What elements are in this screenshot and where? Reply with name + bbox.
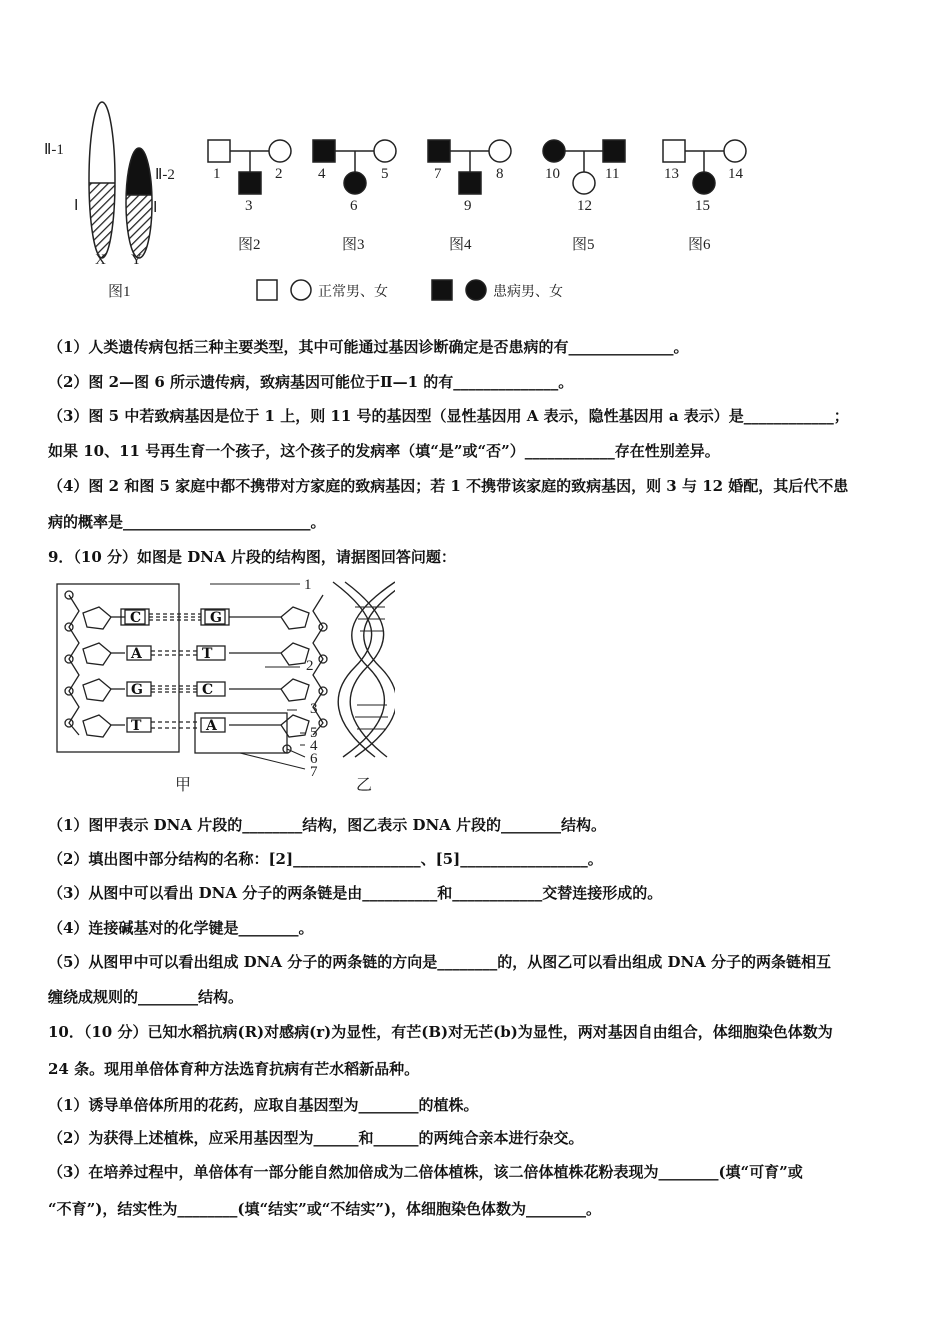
dna-caption-jia: 甲 <box>175 777 192 794</box>
parent-10-affected-female <box>543 140 565 162</box>
figure-2-caption: 图2 <box>238 237 261 253</box>
q10-header-cont: 24 条。现用单倍体育种方法选育抗病有芒水稻新品种。 <box>48 1060 420 1078</box>
pedigree-num-15: 15 <box>695 198 710 214</box>
chromosome-diagram <box>60 95 190 285</box>
q9-header: 9．（10 分）如图是 DNA 片段的结构图，请据图回答问题： <box>48 548 456 566</box>
legend-affected-label: 患病男、女 <box>493 284 563 300</box>
pedigree-num-4: 4 <box>318 166 326 182</box>
pedigree-num-6: 6 <box>350 198 358 214</box>
y-letter: Y <box>131 252 142 268</box>
q10-part2: （2）为获得上述植株，应采用基因型为______和______的两纯合亲本进行杂交。 <box>48 1129 584 1147</box>
q9-part4: （4）连接碱基对的化学键是________。 <box>48 919 314 937</box>
q10-part3: （3）在培养过程中，单倍体有一部分能自然加倍成为二倍体植株，该二倍体植株花粉表现为________(填“可育”或 <box>48 1163 803 1181</box>
dna-structure-diagram <box>55 577 395 787</box>
x-letter: X <box>95 252 106 268</box>
father-4-affected-male <box>313 140 335 162</box>
legend-normal-symbols <box>255 277 315 303</box>
pedigree-num-11: 11 <box>605 166 620 182</box>
mother-8-normal-female <box>489 140 511 162</box>
q8-part4: （4）图 2 和图 5 家庭中都不携带对方家庭的致病基因；若 1 不携带该家庭的致病基因，则 3 与 12 婚配，其后代不患 <box>48 477 849 495</box>
q9-part2: （2）填出图中部分结构的名称：[2]_________________、[5]_________________。 <box>48 850 603 868</box>
q8-part1: （1）人类遗传病包括三种主要类型，其中可能通过基因诊断确定是否患病的有______________。 <box>48 338 689 356</box>
base-right-3: C <box>202 682 214 698</box>
q9-part5: （5）从图甲中可以看出组成 DNA 分子的两条链的方向是________的，从图乙可以看出组成 DNA 分子的两条链相互 <box>48 953 832 971</box>
q9-part5-cont: 缠绕成规则的________结构。 <box>48 988 244 1006</box>
legend-normal-label: 正常男、女 <box>318 284 388 300</box>
q9-part1: （1）图甲表示 DNA 片段的________结构，图乙表示 DNA 片段的________结构。 <box>48 816 607 834</box>
pedigree-num-3: 3 <box>245 198 253 214</box>
figure-1-caption: 图1 <box>108 284 131 300</box>
x-top-region-label: Ⅱ-1 <box>44 142 64 158</box>
dna-double-helix <box>333 582 395 757</box>
parent-11-affected-male <box>603 140 625 162</box>
figure-5-caption: 图5 <box>572 237 595 253</box>
child-9-affected-male <box>459 172 481 194</box>
y-top-region-label: Ⅱ-2 <box>155 167 175 183</box>
q8-part2: （2）图 2—图 6 所示遗传病，致病基因可能位于Ⅱ—1 的有______________。 <box>48 373 574 391</box>
base-left-2: A <box>131 646 142 662</box>
dna-label-2: 2 <box>306 658 314 674</box>
base-right-4: A <box>206 718 217 734</box>
pedigree-num-2: 2 <box>275 166 283 182</box>
father-7-affected-male <box>428 140 450 162</box>
pedigree-num-5: 5 <box>381 166 389 182</box>
figure-4-caption: 图4 <box>449 237 472 253</box>
pedigree-num-13: 13 <box>664 166 679 182</box>
dna-label-5: 5 <box>310 725 318 741</box>
child-6-affected-female <box>344 172 366 194</box>
dna-caption-yi: 乙 <box>356 777 373 794</box>
figure-3-caption: 图3 <box>342 237 365 253</box>
child-12-normal-female <box>573 172 595 194</box>
q10-part1: （1）诱导单倍体所用的花药，应取自基因型为________的植株。 <box>48 1096 479 1114</box>
x-chromosome <box>85 95 125 273</box>
pedigree-num-9: 9 <box>464 198 472 214</box>
base-left-1: C <box>130 610 142 626</box>
father-1-normal-male <box>208 140 230 162</box>
dna-label-7: 7 <box>310 764 318 780</box>
base-left-4: T <box>131 718 142 734</box>
dna-label-1: 1 <box>304 577 312 593</box>
pedigree-num-12: 12 <box>577 198 592 214</box>
q8-part3: （3）图 5 中若致病基因是位于 1 上，则 11 号的基因型（显性基因用 A 表示，隐性基因用 a 表示）是____________； <box>48 407 849 425</box>
legend-affected-symbols <box>430 277 490 303</box>
pedigree-num-7: 7 <box>434 166 442 182</box>
y-side-region-label: Ⅰ <box>153 200 158 216</box>
q10-part3-cont: “不育”)，结实性为________(填“结实”或“不结实”)，体细胞染色体数为________。 <box>48 1200 602 1218</box>
child-15-affected-female <box>693 172 715 194</box>
q9-part3: （3）从图中可以看出 DNA 分子的两条链是由__________和____________交替连接形成的。 <box>48 884 663 902</box>
dna-label-6: 6 <box>310 751 318 767</box>
dna-label-4: 4 <box>310 738 318 754</box>
mother-2-normal-female <box>269 140 291 162</box>
base-right-2: T <box>202 646 213 662</box>
dna-plane-structure <box>57 584 327 753</box>
dna-label-3: 3 <box>310 701 318 717</box>
child-3-affected-male <box>239 172 261 194</box>
figure-6-caption: 图6 <box>688 237 711 253</box>
pedigree-num-8: 8 <box>496 166 504 182</box>
mother-14-normal-female <box>724 140 746 162</box>
q8-part3-cont: 如果 10、11 号再生育一个孩子，这个孩子的发病率（填“是”或“否”）____________存在性别差异。 <box>48 442 720 460</box>
pedigree-num-14: 14 <box>728 166 743 182</box>
base-right-1: G <box>210 610 222 626</box>
pedigree-num-1: 1 <box>213 166 221 182</box>
mother-5-normal-female <box>374 140 396 162</box>
base-left-3: G <box>131 682 143 698</box>
x-side-region-label: Ⅰ <box>74 198 79 214</box>
father-13-normal-male <box>663 140 685 162</box>
q8-part4-cont: 病的概率是_________________________。 <box>48 513 326 531</box>
q10-header: 10．（10 分）已知水稻抗病(R)对感病(r)为显性，有芒(B)对无芒(b)为显性，两对基因自由组合，体细胞染色体数为 <box>48 1023 833 1041</box>
pedigree-num-10: 10 <box>545 166 560 182</box>
